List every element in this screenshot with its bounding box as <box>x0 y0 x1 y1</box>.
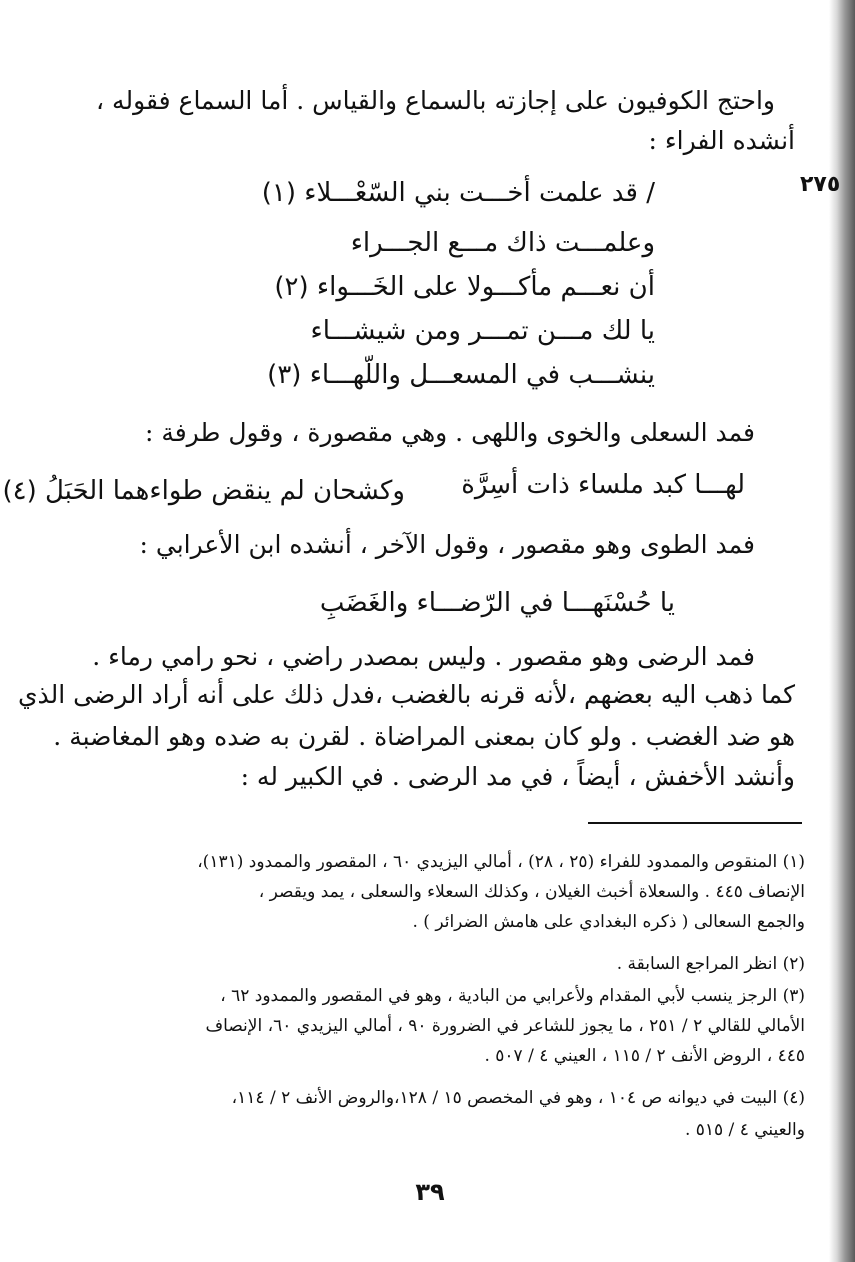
footnote-1-line-1: (١) المنقوص والممدود للفراء (٢٥ ، ٢٨) ، أمالي اليزيدي ٦٠ ، المقصور والممدود (١٣١)، <box>197 852 805 872</box>
footnote-3-line-2: الأمالي للقالي ٢ / ٢٥١ ، ما يجوز للشاعر في الضرورة ٩٠ ، أمالي اليزيدي ٦٠، الإنصاف <box>205 1016 805 1036</box>
footnote-1-line-3: والجمع السعالى ( ذكره البغدادي على هامش الضرائر ) . <box>412 912 805 932</box>
intro-line-1: واحتج الكوفيون على إجازته بالسماع والقياس . أما السماع فقوله ، <box>96 86 775 115</box>
paragraph-3-line-2: كما ذهب اليه بعضهم ،لأنه قرنه بالغضب ،فدل ذلك على أنه أراد الرضى الذي <box>17 680 795 709</box>
paragraph-3-line-3: هو ضد الغضب . ولو كان بمعنى المراضاة . لقرن به ضده وهو المغاضبة . <box>53 722 795 751</box>
footnote-1-line-2: الإنصاف ٤٤٥ . والسعلاة أخبث الغيلان ، وكذلك السعلاء والسعلى ، يمد ويقصر ، <box>258 882 805 902</box>
verse-line-4: يا لك مـــن تمـــر ومن شيشـــاء <box>310 316 655 346</box>
paragraph-3-line-1: فمد الرضى وهو مقصور . وليس بمصدر راضي ، نحو رامي رماء . <box>92 642 755 671</box>
footnote-4-line-2: والعيني ٤ / ٥١٥ . <box>684 1120 805 1140</box>
verse-line-1: / قد علمت أخـــت بني السّعْـــلاء (١) <box>261 178 655 208</box>
paragraph-3-line-4: وأنشد الأخفش ، أيضاً ، في مد الرضى . في الكبير له : <box>240 762 795 791</box>
paragraph-2: فمد الطوى وهو مقصور ، وقول الآخر ، أنشده ابن الأعرابي : <box>139 530 755 559</box>
footnote-2: (٢) انظر المراجع السابقة . <box>616 954 805 974</box>
footnote-4-line-1: (٤) البيت في ديوانه ص ١٠٤ ، وهو في المخصص ١٥ / ١٢٨،والروض الأنف ٢ / ١١٤، <box>231 1088 805 1108</box>
verse-hasanaha: يا حُسْنَهـــا في الرّضـــاء والغَضَبِ <box>319 588 675 618</box>
verse-line-5: ينشـــب في المسعـــل واللّهـــاء (٣) <box>267 360 655 390</box>
tarafa-verse-right: لهـــا كبد ملساء ذات أسِرَّة <box>461 470 745 500</box>
footnote-3-line-1: (٣) الرجز ينسب لأبي المقدام ولأعرابي من البادية ، وهو في المقصور والممدود ٦٢ ، <box>220 986 805 1006</box>
verse-line-2: وعلمـــت ذاك مـــع الجـــراء <box>350 228 655 258</box>
page-number: ٣٩ <box>415 1178 445 1206</box>
intro-line-2: أنشده الفراء : <box>648 126 795 155</box>
footnote-separator <box>588 822 802 824</box>
margin-page-reference: ٢٧٥ <box>800 172 841 197</box>
tarafa-verse-left: وكشحان لم ينقض طواءهما الحَبَلُ (٤) <box>2 476 405 506</box>
verse-line-3: أن نعـــم مأكـــولا على الخَـــواء (٢) <box>274 272 655 302</box>
footnote-3-line-3: ٤٤٥ ، الروض الأنف ٢ / ١١٥ ، العيني ٤ / ٥٠٧ . <box>484 1046 805 1066</box>
paragraph-1: فمد السعلى والخوى واللهى . وهي مقصورة ، وقول طرفة : <box>144 418 755 447</box>
